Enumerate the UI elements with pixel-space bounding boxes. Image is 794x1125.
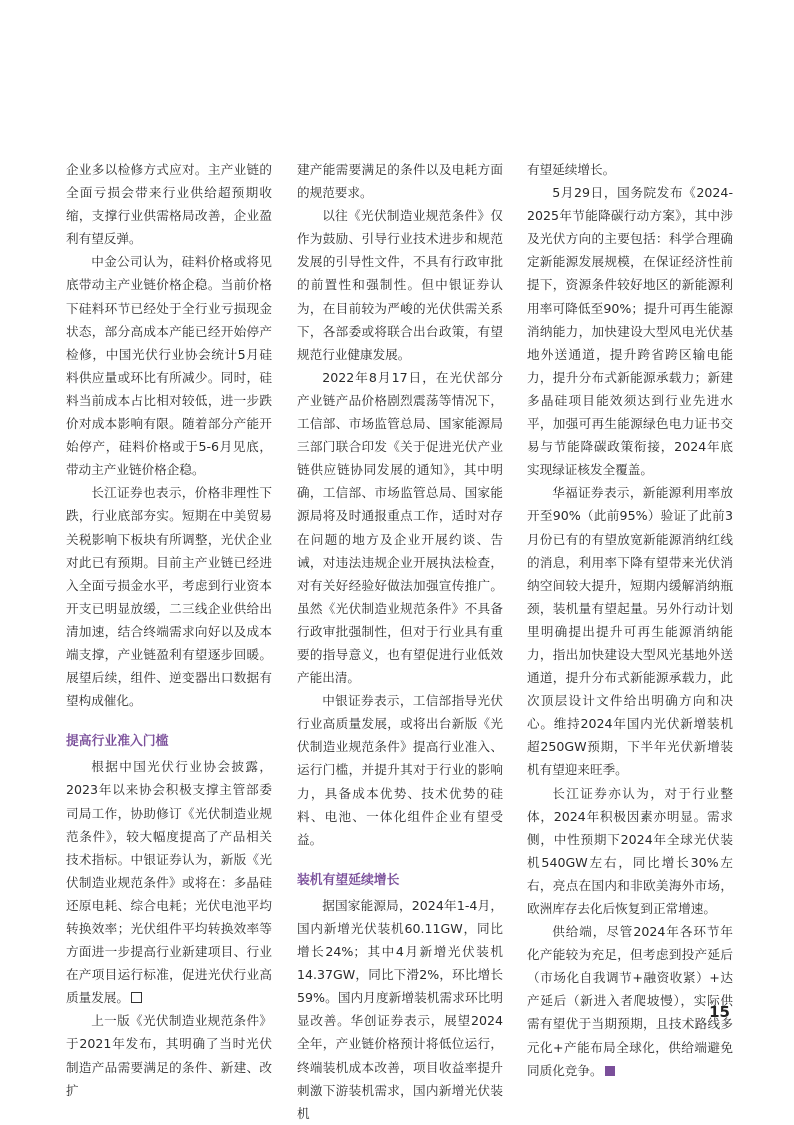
paragraph: 华福证券表示，新能源利用率放开至90%（此前95%）验证了此前3月份已有的有望放宽新能源消纳红线的消息，利用率下降有望带来光伏消纳空间较大提升，短期内缓解消纳瓶颈，装机量有望起量。另外行动计划里明确提出提升可再生能源消纳能力，指出加快建设大型风光基地外送通道，提升分布式新能源承载力，此次顶层设计文件给出明确方向和决心。维持2024年国内光伏新增装机超250GW预期，下半年光伏新增装机有望迎来旺季。: [527, 485, 733, 778]
column-middle: [297, 158, 503, 1125]
paragraph: 上一版《光伏制造业规范条件》于2021年发布，其明确了当时光伏制造产品需要满足的条件、新建、改扩: [66, 1013, 272, 1098]
paragraph: 中金公司认为，硅料价格或将见底带动主产业链价格企稳。当前价格下硅料环节已经处于全行业亏损现金状态，部分高成本产能已经开始停产检修，中国光伏行业协会统计5月硅料供应量或环比有所减少。同时，硅料当前成本占比相对较低，进一步跌价对成本影响有限。随着部分产能开始停产，硅料价格或于5-6月见底，带动主产业链价格企稳。: [66, 254, 272, 478]
paragraph: 中银证券表示，工信部指导光伏行业高质量发展，或将出台新版《光伏制造业规范条件》提高行业准入、运行门槛，并提升其对于行业的影响力，具备成本优势、技术优势的硅料、电池、一体化组件企业有望受益。: [297, 693, 503, 847]
paragraph: 企业多以检修方式应对。主产业链的全面亏损会带来行业供给超预期收缩，支撑行业供需格局改善，企业盈利有望反弹。: [66, 162, 272, 247]
paragraph: 5月29日，国务院发布《2024-2025年节能降碳行动方案》，其中涉及光伏方向的主要包括：科学合理确定新能源发展规模，在保证经济性前提下，资源条件较好地区的新能源利用率可降低至90%；提升可再生能源消纳能力，加快建设大型风电光伏基地外送通道，提升跨省跨区输电能力，提升分布式新能源承载力；新建多晶硅项目能效须达到行业先进水平，加强可再生能源绿色电力证书交易与节能降碳政策衔接，2024年底实现绿证核发全覆盖。: [527, 185, 733, 478]
paragraph: [66, 755, 272, 1009]
paragraph: 长江证券亦认为，对于行业整体，2024年积极因素亦明显。需求侧，中性预期下2024年全球光伏装机540GW左右，同比增长30%左右，亮点在国内和非欧美海外市场，欧洲库存去化后恢复到正常增速。: [527, 785, 733, 916]
column-right: [527, 158, 733, 1082]
paragraph: 建产能需要满足的条件以及电耗方面的规范要求。: [297, 162, 503, 201]
paragraph-text: 根据中国光伏行业协会披露，2023年以来协会积极支撑主管部委司局工作，协助修订《光伏制造业规范条件》，较大幅度提高了产品相关技术指标。中银证券认为，新版《光伏制造业规范条件》或将在：多晶硅还原电耗、综合电耗；光伏电池平均转换效率；光伏组件平均转换效率等方面进一步提高行业新建项目、行业在产项目运行标准，促进光伏行业高质量发展。: [66, 759, 272, 1006]
paragraph: 长江证券也表示，价格非理性下跌，行业底部夯实。短期在中美贸易关税影响下板块有所调整，光伏企业对此已有预期。目前主产业链已经进入全面亏损金水平，考虑到行业资本开支已明显放缓，二三线企业供给出清加速，结合终端需求向好以及成本端支撑，产业链盈利有望逐步回暖。展望后续，组件、逆变器出口数据有望构成催化。: [66, 485, 272, 709]
paragraph: 有望延续增长。: [527, 162, 616, 177]
end-mark-icon: [605, 1066, 615, 1076]
paragraph: 以往《光伏制造业规范条件》仅作为鼓励、引导行业技术进步和规范发展的引导性文件，不具有行政审批的前置性和强制性。但中银证券认为，在目前较为严峻的光伏供需关系下，各部委或将联合出台政策，有望规范行业健康发展。: [297, 208, 503, 362]
paragraph: 据国家能源局，2024年1-4月，国内新增光伏装机60.11GW，同比增长24%；其中4月新增光伏装机14.37GW，同比下滑2%，环比增长59%。国内月度新增装机需求环比明显改善。华创证券表示，展望2024全年，产业链价格预计将低位运行，终端装机成本改善，项目收益率提升刺激下游装机需求，国内新增光伏装机: [297, 897, 503, 1121]
checkbox-mark-icon: [131, 992, 142, 1003]
section-heading: 装机有望延续增长: [297, 872, 400, 888]
paragraph-text: 供给端，尽管2024年各环节年化产能较为充足，但考虑到投产延后（市场化自我调节+融资收紧）+达产延后（新进入者爬坡慢），实际供需有望优于当期预期，且技术路线多元化+产能布局全球化，供给端避免同质化竞争。: [527, 924, 733, 1078]
paragraph: 2022年8月17日，在光伏部分产业链产品价格剧烈震荡等情况下，工信部、市场监管总局、国家能源局三部门联合印发《关于促进光伏产业链供应链协同发展的通知》，其中明确，工信部、市场监管总局、国家能源局将及时通报重点工作，适时对存在问题的地方及企业开展约谈、告诫，对违法违规企业开展执法检查，对有关好经验好做法加强宣传推广。虽然《光伏制造业规范条件》不具备行政审批强制性，但对于行业具有重要的指导意义，也有望促进行业低效产能出清。: [297, 369, 503, 686]
column-left: [66, 158, 272, 1102]
page-number: 15: [709, 1003, 730, 1021]
section-heading: 提高行业准入门槛: [66, 734, 169, 750]
